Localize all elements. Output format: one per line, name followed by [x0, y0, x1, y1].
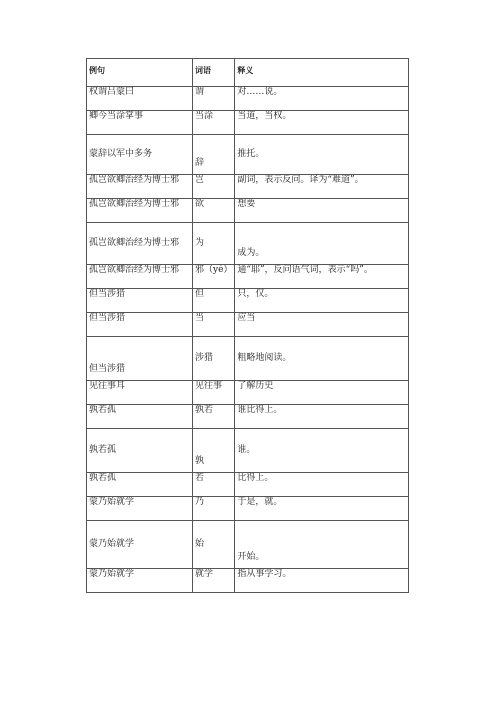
word-cell: 当	[193, 313, 235, 337]
meaning-cell: 比得上。	[235, 473, 409, 497]
table-row	[87, 199, 409, 223]
table-row	[87, 313, 409, 337]
header-word: 词语	[193, 59, 235, 87]
table-row	[87, 405, 409, 429]
example-cell: 孤岂欲卿治经为博士邪	[87, 265, 193, 289]
word-cell: 辞	[193, 135, 235, 175]
meaning-cell: 谁。	[235, 429, 409, 473]
table-row	[87, 111, 409, 135]
table-row	[87, 521, 409, 569]
example-cell: 孰若孤	[87, 429, 193, 473]
example-cell: 蒙乃始就学	[87, 497, 193, 521]
table-row	[87, 175, 409, 199]
table-row	[87, 429, 409, 473]
example-cell: 孰若孤	[87, 473, 193, 497]
example-cell: 孤岂欲卿治经为博士邪	[87, 175, 193, 199]
meaning-cell: 只，仅。	[235, 289, 409, 313]
meaning-cell: 了解历史	[235, 381, 409, 405]
meaning-cell: 对……说。	[235, 87, 409, 111]
table-row	[87, 381, 409, 405]
example-cell: 权谓吕蒙曰	[87, 87, 193, 111]
meaning-cell: 谁比得上。	[235, 405, 409, 429]
word-cell: 谓	[193, 87, 235, 111]
example-cell: 蒙乃始就学	[87, 569, 193, 593]
word-cell: 始	[193, 521, 235, 569]
meaning-cell: 通“耶”，反问语气词，表示“吗”。	[235, 265, 409, 289]
word-cell: 为	[193, 223, 235, 265]
meaning-cell: 指从事学习。	[235, 569, 409, 593]
word-cell: 孰	[193, 429, 235, 473]
word-cell: 乃	[193, 497, 235, 521]
header-example: 例句	[87, 59, 193, 87]
word-cell: 孰若	[193, 405, 235, 429]
table-row	[87, 135, 409, 175]
table-row	[87, 569, 409, 593]
word-cell: 但	[193, 289, 235, 313]
meaning-cell: 开始。	[235, 521, 409, 569]
table-row	[87, 473, 409, 497]
word-cell: 就学	[193, 569, 235, 593]
example-cell: 卿今当涂掌事	[87, 111, 193, 135]
example-cell: 但当涉猎	[87, 337, 193, 381]
table-header-row	[87, 59, 409, 87]
example-cell: 孰若孤	[87, 405, 193, 429]
example-cell: 见往事耳	[87, 381, 193, 405]
table-row	[87, 265, 409, 289]
meaning-cell: 于是，就。	[235, 497, 409, 521]
meaning-cell: 粗略地阅读。	[235, 337, 409, 381]
word-cell: 邪（yé）	[193, 265, 235, 289]
meaning-cell: 副词，表示反问。译为“难道”。	[235, 175, 409, 199]
example-cell: 孤岂欲卿治经为博士邪	[87, 199, 193, 223]
word-cell: 当涂	[193, 111, 235, 135]
example-cell: 孤岂欲卿治经为博士邪	[87, 223, 193, 265]
word-cell: 欲	[193, 199, 235, 223]
example-cell: 蒙辞以军中多务	[87, 135, 193, 175]
word-cell: 涉猎	[193, 337, 235, 381]
header-meaning: 释义	[235, 59, 409, 87]
table-row	[87, 87, 409, 111]
table-row	[87, 497, 409, 521]
meaning-cell: 成为。	[235, 223, 409, 265]
vocabulary-table	[86, 58, 409, 593]
word-cell: 若	[193, 473, 235, 497]
meaning-cell: 想要	[235, 199, 409, 223]
word-cell: 岂	[193, 175, 235, 199]
example-cell: 蒙乃始就学	[87, 521, 193, 569]
table-row	[87, 337, 409, 381]
example-cell: 但当涉猎	[87, 289, 193, 313]
meaning-cell: 推托。	[235, 135, 409, 175]
example-cell: 但当涉猎	[87, 313, 193, 337]
meaning-cell: 当道，当权。	[235, 111, 409, 135]
meaning-cell: 应当	[235, 313, 409, 337]
table-row	[87, 289, 409, 313]
table-row	[87, 223, 409, 265]
word-cell: 见往事	[193, 381, 235, 405]
